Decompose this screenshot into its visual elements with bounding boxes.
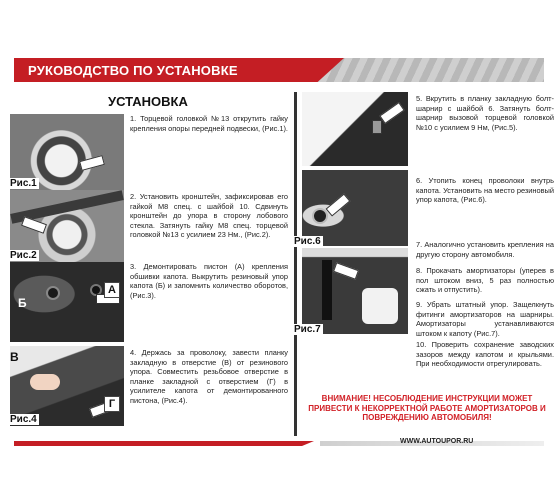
step-2-text: 2. Установить кронштейн, зафиксировав его гайкой М8 спец. с шайбой 10. Сдвинуть кронштейн до упора в сторону лобового стекла. Затянуть гайку М8 спец. торцевой головкой №13 с усилием 23 Нм., (Рис.2). [130,192,288,240]
figure-6-caption: Рис.6 [294,236,321,247]
warning-text: ВНИМАНИЕ! НЕСОБЛЮДЕНИЕ ИНСТРУКЦИИ МОЖЕТ ПРИВЕСТИ К НЕКОРРЕКТНОЙ РАБОТЕ АМОРТИЗАТОРОВ И ПОВРЕЖДЕНИЮ АВТОМОБИЛЯ! [308,394,546,422]
figure-4-caption: Рис.4 [10,414,37,425]
step-9-text: 9. Убрать штатный упор. Защелкнуть фитинги амортизаторов на шарниры. Амортизаторы устанавливаются штоком к капоту (Рис.7). [416,300,554,338]
column-divider [294,92,297,436]
step-3-text: 3. Демонтировать пистон (А) крепления обшивки капота. Выкрутить резиновый упор капота (Б) и запомнить количество оборотов, (Рис.3). [130,262,288,300]
label-g: Г [104,396,120,412]
figure-7-arrow-icon [333,262,359,280]
step-10-text: 10. Проверить сохранение заводских зазоров между капотом и крыльями. При необходимости отрегулировать. [416,340,554,369]
figure-7-photo [302,248,408,334]
label-a: А [104,282,120,298]
figure-1-caption: Рис.1 [10,178,37,189]
banner-stripes [314,58,544,82]
label-b: Б [18,296,27,310]
figure-5-photo [302,92,408,166]
figure-2-arrow-icon [21,216,47,234]
section-heading: УСТАНОВКА [108,94,188,109]
step-5-text: 5. Вкрутить в планку закладную болт-шарнир с шайбой 6. Затянуть болт-шарнир вызовой торцевой головкой №10 с усилием 9 Нм, (Рис.5). [416,94,554,132]
figure-3-photo [10,262,124,342]
figure-5-arrow-icon [379,102,404,124]
document-title: РУКОВОДСТВО ПО УСТАНОВКЕ [28,63,238,78]
figure-2-caption: Рис.2 [10,250,37,261]
figure-1-arrow-icon [79,155,105,171]
label-v: В [10,350,19,364]
footer-url: WWW.AUTOUPOR.RU [400,438,474,445]
figure-6-arrow-icon [326,193,351,216]
step-6-text: 6. Утопить конец проволоки внутрь капота. Установить на место резиновый упор капота, (Рис.6). [416,176,554,205]
figure-6-photo [302,170,408,246]
figure-7-caption: Рис.7 [294,324,321,335]
step-1-text: 1. Торцевой головкой №13 открутить гайку крепления опоры передней подвески, (Рис.1). [130,114,288,133]
step-7-text: 7. Аналогично установить крепления на другую сторону автомобиля. [416,240,554,259]
footer-red-bar [14,441,314,446]
footer [14,438,544,448]
header-banner [14,58,544,82]
step-8-text: 8. Прокачать амортизаторы (уперев в пол штоком вниз, 5 раз полностью сжать и отпустить). [416,266,554,295]
step-4-text: 4. Держась за проволоку, завести планку закладную в отверстие (В) от резинового упора. Совместить резьбовое отверстие в планке закладной с отверстием (Г) в усилителе капота от демонтированного пистона, (Рис.4). [130,348,288,405]
